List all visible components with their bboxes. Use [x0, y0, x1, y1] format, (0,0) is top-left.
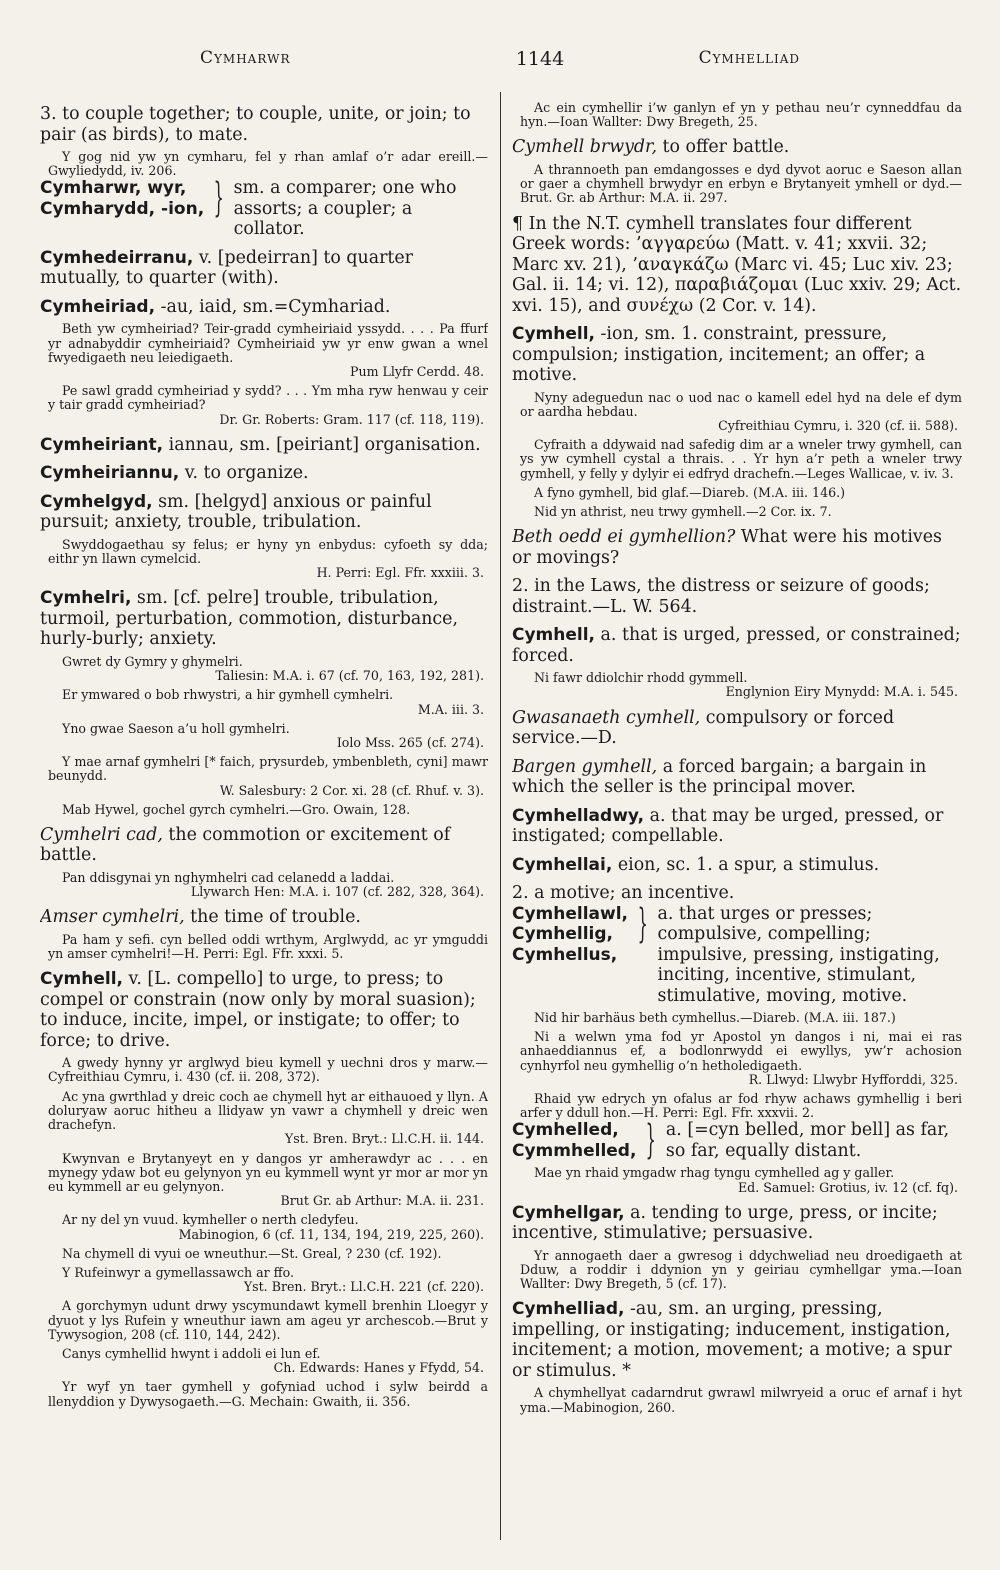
dictionary-entry [40, 435, 488, 456]
citation-source [40, 1361, 484, 1375]
entry-text: a. that is urged, pressed, or constrained; forced. [512, 625, 961, 666]
entry-phrase: Gwasanaeth cymhell, [512, 707, 701, 728]
citation-quote [520, 1092, 962, 1120]
entry-text: a. that may be urged, pressed, or instigated; compellable. [512, 805, 944, 847]
entry-text: a forced bargain; a bargain in which the seller is the principal mover. [512, 756, 927, 798]
entry-text: -ion, sm. 1. constraint, pressure, compulsion; instigation, incitement; an offer; a motive. [512, 324, 926, 386]
citation-source [40, 566, 484, 580]
citation-source [40, 1194, 484, 1208]
entry-text: Yst. Bren. Bryt.: Ll.C.H. ii. 144. [284, 1131, 484, 1147]
entry-text: 2. a motive; an incentive. [512, 883, 735, 904]
entry-text: M.A. iii. 3. [417, 701, 484, 717]
entry-text: Rhaid yw edrych yn ofalus ar fod rhyw achaws gymhellig i beri arfer y ddull hon.—H. Perri: Egl. Ffr. xxxvii. 2. [520, 1091, 962, 1121]
citation-quote [520, 486, 962, 500]
citation-quote [520, 1386, 962, 1414]
dictionary-entry [512, 806, 962, 847]
dictionary-entry [40, 907, 488, 928]
entry-text: Pan ddisgynai yn nghymhelri cad celanedd a laddai. [62, 869, 395, 885]
citation-quote [48, 1213, 488, 1227]
citation-source [40, 703, 484, 717]
entry-text: A gorchymyn udunt drwy yscymundawt kymell brenhin Lloegyr y dyuot y lys Rufein y wneuthur iawn am ageu yr archescob.—Brut y Tywysogion, 208 (cf. 110, 144, 242). [48, 1298, 488, 1342]
entry-text: Nid yn athrist, neu trwy gymhell.—2 Cor. ix. 7. [534, 503, 832, 519]
entry-text: a. tending to urge, press, or incite; incentive, stimulative; persuasive. [512, 1202, 938, 1244]
citation-quote [520, 163, 962, 206]
citation-quote [48, 1056, 488, 1084]
citation-quote [48, 1266, 488, 1280]
entry-text: A fyno gymhell, bid glaf.—Diareb. (M.A. iii. 146.) [534, 484, 846, 500]
dictionary-entry [512, 1299, 962, 1381]
citation-quote [520, 438, 962, 481]
entry-text: Kwynvan e Brytanyeyt en y dangos yr amherawdyr ac . . . en mynegy ydaw bot eu gelynyon yn eu kymmell wynt yr mor ar mor yn eu kymmell ar eu gelynyon. [48, 1150, 488, 1194]
entry-text: Pe sawl gradd cymheiriad y sydd? . . . Ym mha ryw henwau y ceir y tair gradd cymheiriad? [48, 383, 488, 413]
entry-headword: Cymhell, [40, 969, 124, 990]
dictionary-entry [512, 1117, 962, 1164]
citation-quote [48, 1247, 488, 1261]
entry-text: eion, sc. 1. a spur, a stimulus. [612, 854, 880, 875]
citation-source [40, 1132, 484, 1146]
entry-phrase: Beth oedd ei gymhellion? [512, 527, 736, 548]
entry-text: the time of trouble. [184, 907, 361, 928]
entry-text: Swyddogaethau sy felus; er hyny yn enbydus: cyfoeth sy dda; eithr yn llawn cymelcid. [48, 536, 488, 567]
entry-text: sm. [helgyd] anxious or painful pursuit; anxiety, trouble, tribulation. [40, 491, 432, 533]
dictionary-entry [40, 104, 488, 145]
entry-phrase: Cymhell brwydr, [512, 137, 657, 158]
entry-phrase: Bargen gymhell, [512, 756, 658, 777]
citation-quote [520, 1166, 962, 1180]
citation-source [40, 365, 484, 379]
citation-source [40, 736, 484, 750]
citation-source [40, 885, 484, 899]
citation-quote [48, 150, 488, 178]
dictionary-entry [512, 137, 962, 158]
entry-text: 3. to couple together; to couple, unite, or join; to pair (as birds), to mate. [40, 104, 471, 145]
entry-headword: Cymheiriad, [40, 296, 156, 317]
citation-source [40, 413, 484, 427]
entry-text: Yr wyf yn taer gymhell y gofyniad uchod i sylw beirdd a llenyddion y Dywysogaeth.—G. Mechain: Gwaith, ii. 356. [48, 1379, 488, 1409]
entry-text: Cyfreithiau Cymru, i. 320 (cf. ii. 588). [718, 417, 958, 433]
entry-text: Ac ein cymhellir i’w ganlyn ef yn y pethau neu’r cynneddfau da hyn.—Ioan Wallter: Dwy Bregeth, 25. [520, 100, 962, 130]
dictionary-entry [512, 324, 962, 386]
entry-headword: Cymhell, [512, 625, 596, 646]
citation-quote [48, 933, 488, 961]
entry-definition: a. that urges or presses; compulsive, compelling; impulsive, pressing, instigating, inciting, incentive, stimulant, stimulative, moving, motive. [657, 903, 940, 1006]
dictionary-entry [512, 1203, 962, 1244]
dictionary-entry [512, 708, 962, 749]
entry-text: sm. [cf. pelre] trouble, tribulation, turmoil, perturbation, commotion, disturbance, hurly-burly; anxiety. [40, 588, 458, 650]
entry-text: Ch. Edwards: Hanes y Ffydd, 54. [273, 1360, 484, 1376]
citation-quote [520, 1249, 962, 1292]
entry-text: A chymhellyat cadarndrut gwrawl milwryeid a oruc ef arnaf i hyt yma.—Mabinogion, 260. [520, 1385, 962, 1415]
citation-quote [520, 505, 962, 519]
entry-definition: a. [=cyn belled, mor bell] as far, so far, equally distant. [665, 1120, 950, 1161]
dictionary-entry [512, 527, 962, 568]
entry-text: A gwedy hynny yr arglwyd bieu kymell y uechni dros y marw.—Cyfreithiau Cymru, i. 430 (cf. ii. 208, 372). [48, 1055, 488, 1085]
citation-quote [48, 722, 488, 736]
right-column [512, 96, 962, 1546]
citation-quote [48, 1380, 488, 1408]
dictionary-entry [40, 175, 488, 240]
citation-source [512, 1073, 958, 1087]
entry-text: Y Rufeinwyr a gymellassawch ar ffo. [62, 1264, 294, 1280]
citation-quote [48, 871, 488, 885]
citation-quote [520, 101, 962, 129]
column-divider [500, 92, 501, 1540]
entry-text: What were his motives or movings? [512, 527, 942, 568]
entry-phrase: Amser cymhelri, [40, 907, 185, 928]
entry-text: Dr. Gr. Roberts: Gram. 117 (cf. 118, 119). [219, 411, 484, 427]
citation-quote [48, 384, 488, 412]
citation-source [512, 685, 958, 699]
entry-headword: Cymhelliad, [512, 1299, 625, 1320]
entry-headword: Cymheiriannu, [40, 463, 180, 484]
entry-text: Na chymell di vyui oe wneuthur.—St. Greal, ? 230 (cf. 192). [62, 1245, 442, 1261]
dictionary-entry [40, 969, 488, 1051]
entry-text: 2. in the Laws, the distress or seizure of goods; distraint.—L. W. 564. [512, 576, 930, 617]
entry-text: Gwret dy Gymry y ghymelri. [62, 653, 243, 669]
entry-text: iannau, sm. [peiriant] organisation. [163, 434, 481, 455]
entry-text: -au, sm. an urging, pressing, impelling, or instigating; inducement, instigation, incitement; a motion, movement; a motive; a spur or stimulus. * [512, 1299, 952, 1381]
entry-text: Cyfraith a ddywaid nad safedig dim ar a wneler trwy gymhell, can ys yw cymhell cystal a thrais. . . Yr hyn a’r peth a wneler trwy gymhell, y felly y dylyir ei edfryd drachefn.—Leges Wallicae, v. iv. 3. [520, 437, 962, 481]
citation-source [40, 1280, 484, 1294]
citation-quote [48, 1299, 488, 1342]
entry-text: Pa ham y sefi. cyn belled oddi wrthym, Arglwydd, ac yr ymguddi yn amser cymhelri!—H. Perri: Egl. Ffr. xxxi. 5. [48, 931, 488, 962]
dictionary-entry [40, 248, 488, 289]
entry-text: Nid hir barhäus beth cymhellus.—Diareb. (M.A. iii. 187.) [534, 1010, 896, 1026]
entry-text: Ed. Samuel: Grotius, iv. 12 (cf. fq). [737, 1179, 958, 1195]
dictionary-entry [40, 297, 488, 318]
entry-text: the commotion or excitement of battle. [40, 824, 451, 866]
citation-source [40, 1228, 484, 1242]
entry-text: Ni a welwn yma fod yr Apostol yn dangos i ni, mai ei ras anhaeddiannus ef, a bodlonrwydd ei ewyllys, yw’r achosion cynhyrfol neu gymhellig o’n hetholedigaeth. [520, 1029, 962, 1073]
header-right-guideword: Cymhelliad [698, 48, 800, 68]
citation-quote [520, 391, 962, 419]
dictionary-entry [512, 625, 962, 666]
citation-quote [48, 803, 488, 817]
left-column [40, 96, 488, 1546]
citation-quote [520, 671, 962, 685]
entry-text: Mae yn rhaid ymgadw rhag tyngu cymhelled ag y galler. [534, 1165, 895, 1181]
entry-text: ¶ In the N.T. cymhell translates four different Greek words: ’αγγαρεύω (Matt. v. 41; xxvii. 32; Marc xv. 21), ’αναγκάζω (Marc vi. 45; Luc xiv. 23; Gal. ii. 14; vi. 12), παραβιάζομαι (Luc xxiv. 29; Act. xvi. 15), and συνέχω (2 Cor. v. 14). [512, 213, 962, 316]
entry-text: R. Llwyd: Llwybr Hyfforddi, 325. [748, 1071, 958, 1087]
citation-quote [48, 538, 488, 566]
entry-headword: Cymheiriant, [40, 434, 164, 455]
entry-text: Llywarch Hen: M.A. i. 107 (cf. 282, 328, 364). [190, 884, 484, 900]
citation-quote [520, 1011, 962, 1025]
citation-quote [48, 755, 488, 783]
entry-text: Ar ny del yn vuud. kymheller o nerth cledyfeu. [62, 1212, 359, 1228]
entry-definition: sm. a comparer; one who assorts; a coupler; a collator. [233, 178, 457, 240]
citation-source [40, 784, 484, 798]
entry-headword: Cymhellgar, [512, 1202, 625, 1223]
page-header [40, 48, 960, 74]
entry-text: W. Salesbury: 2 Cor. xi. 28 (cf. Rhuf. v. 3). [219, 782, 484, 798]
entry-phrase: Cymhelri cad, [40, 824, 163, 845]
citation-quote [520, 1030, 962, 1073]
entry-headword: Cymhellai, [512, 854, 613, 875]
entry-headwords: Cymhellawl, Cymhellig, Cymhellus, [512, 903, 629, 965]
dictionary-entry [40, 825, 488, 866]
citation-source [512, 1181, 958, 1195]
entry-headword: Cymhelladwy, [512, 805, 645, 826]
entry-text: to offer battle. [656, 137, 790, 158]
entry-headword: Cymhell, [512, 324, 596, 345]
entry-text: Yno gwae Saeson a’u holl gymhelri. [62, 720, 290, 736]
citation-source [512, 419, 958, 433]
entry-text: v. [L. compello] to urge, to press; to compel or constrain (now only by moral suasion); to induce, incite, impel, or instigate; to offer; to force; to drive. [40, 969, 476, 1051]
citation-quote [48, 1347, 488, 1361]
entry-text: Mab Hywel, gochel gyrch cymhelri.—Gro. Owain, 128. [62, 801, 411, 817]
entry-text: Beth yw cymheiriad? Teir-gradd cymheiriaid yssydd. . . . Pa ffurf yr adnabyddir cymheiriaid? Cymheiriaid yw yr enw gwan a wnel fwyedigaeth neu leiedigaeth. [48, 321, 488, 365]
dictionary-entry [512, 900, 962, 1007]
entry-text: Y mae arnaf gymhelri [* faich, prysurdeb, ymbenbleth, cyni] mawr beunydd. [48, 754, 488, 784]
entry-text: Englynion Eiry Mynydd: M.A. i. 545. [725, 684, 958, 700]
entry-text: Y gog nid yw yn cymharu, fel y rhan amlaf o’r adar ereill.—Gwyliedydd, iv. 206. [48, 149, 488, 179]
entry-text: Brut Gr. ab Arthur: M.A. ii. 231. [280, 1193, 484, 1209]
entry-text: -au, iaid, sm.=Cymhariad. [155, 296, 391, 317]
entry-text: Taliesin: M.A. i. 67 (cf. 70, 163, 192, 281). [215, 668, 484, 684]
entry-text: Yr annogaeth daer a gwresog i ddychweliad neu droedigaeth at Dduw, a roddir i ddynion yn y geiriau cymhellgar yma.—Ioan Wallter: Dwy Bregeth, 5 (cf. 17). [520, 1247, 962, 1292]
entry-headword: Cymhelri, [40, 588, 132, 609]
entry-text: A thrannoeth pan emdangosses e dyd dyvot aoruc e Saeson allan or gaer a chymhell brwydyr en erbyn e Brytanyeit ymhell or dyd.—Brut. Gr. ab Arthur: M.A. ii. 297. [520, 161, 962, 206]
entry-headwords: Cymharwr, wyr, Cymharydd, -ion, [40, 178, 205, 219]
entry-text: Ni fawr ddiolchir rhodd gymmell. [534, 670, 748, 686]
entry-headword: Cymhedeirranu, [40, 247, 194, 268]
brace-glyph: } [637, 900, 648, 947]
dictionary-entry [512, 883, 962, 904]
page-number: 1144 [515, 48, 565, 70]
entry-text: Ac yna gwrthlad y dreic coch ae chymell hyt ar eithauoed y llyn. A doluryaw aoruc hitheu a llidyaw yn vawr a chymhell y dreic wen drachefyn. [48, 1088, 488, 1133]
entry-text: Yst. Bren. Bryt.: Ll.C.H. 221 (cf. 220). [243, 1279, 484, 1295]
dictionary-entry [40, 463, 488, 484]
entry-text: v. to organize. [179, 463, 309, 484]
dictionary-entry [512, 576, 962, 617]
entry-headwords: Cymhelled, Cymmhelled, [512, 1120, 637, 1161]
entry-text: Nyny adeguedun nac o uod nac o kamell edel hyd na dele ef dym or aardha hebdau. [520, 389, 962, 419]
entry-text: v. [pedeirran] to quarter mutually, to quarter (with). [40, 247, 413, 289]
brace-glyph: } [213, 175, 224, 222]
citation-quote [48, 322, 488, 365]
entry-headword: Cymhelgyd, [40, 491, 153, 512]
citation-quote [48, 1152, 488, 1195]
dictionary-entry [512, 757, 962, 798]
dictionary-entry [512, 214, 962, 317]
citation-quote [48, 688, 488, 702]
header-left-guideword: Cymharwr [200, 48, 291, 68]
entry-text: Er ymwared o bob rhwystri, a hir gymhell cymhelri. [62, 687, 394, 703]
brace-glyph: } [646, 1117, 657, 1164]
entry-text: Iolo Mss. 265 (cf. 274). [336, 734, 484, 750]
entry-text: H. Perri: Egl. Ffr. xxxiii. 3. [316, 565, 484, 581]
citation-source [40, 669, 484, 683]
citation-quote [48, 1090, 488, 1133]
dictionary-entry [40, 588, 488, 650]
entry-text: Pum Llyfr Cerdd. 48. [350, 364, 484, 380]
entry-text: Canys cymhellid hwynt i addoli ei lun ef. [62, 1345, 321, 1361]
dictionary-entry [512, 855, 962, 876]
dictionary-entry [40, 492, 488, 533]
entry-text: Mabinogion, 6 (cf. 11, 134, 194, 219, 225, 260). [178, 1226, 484, 1242]
entry-text: compulsory or forced service.—D. [512, 707, 895, 749]
citation-quote [48, 655, 488, 669]
